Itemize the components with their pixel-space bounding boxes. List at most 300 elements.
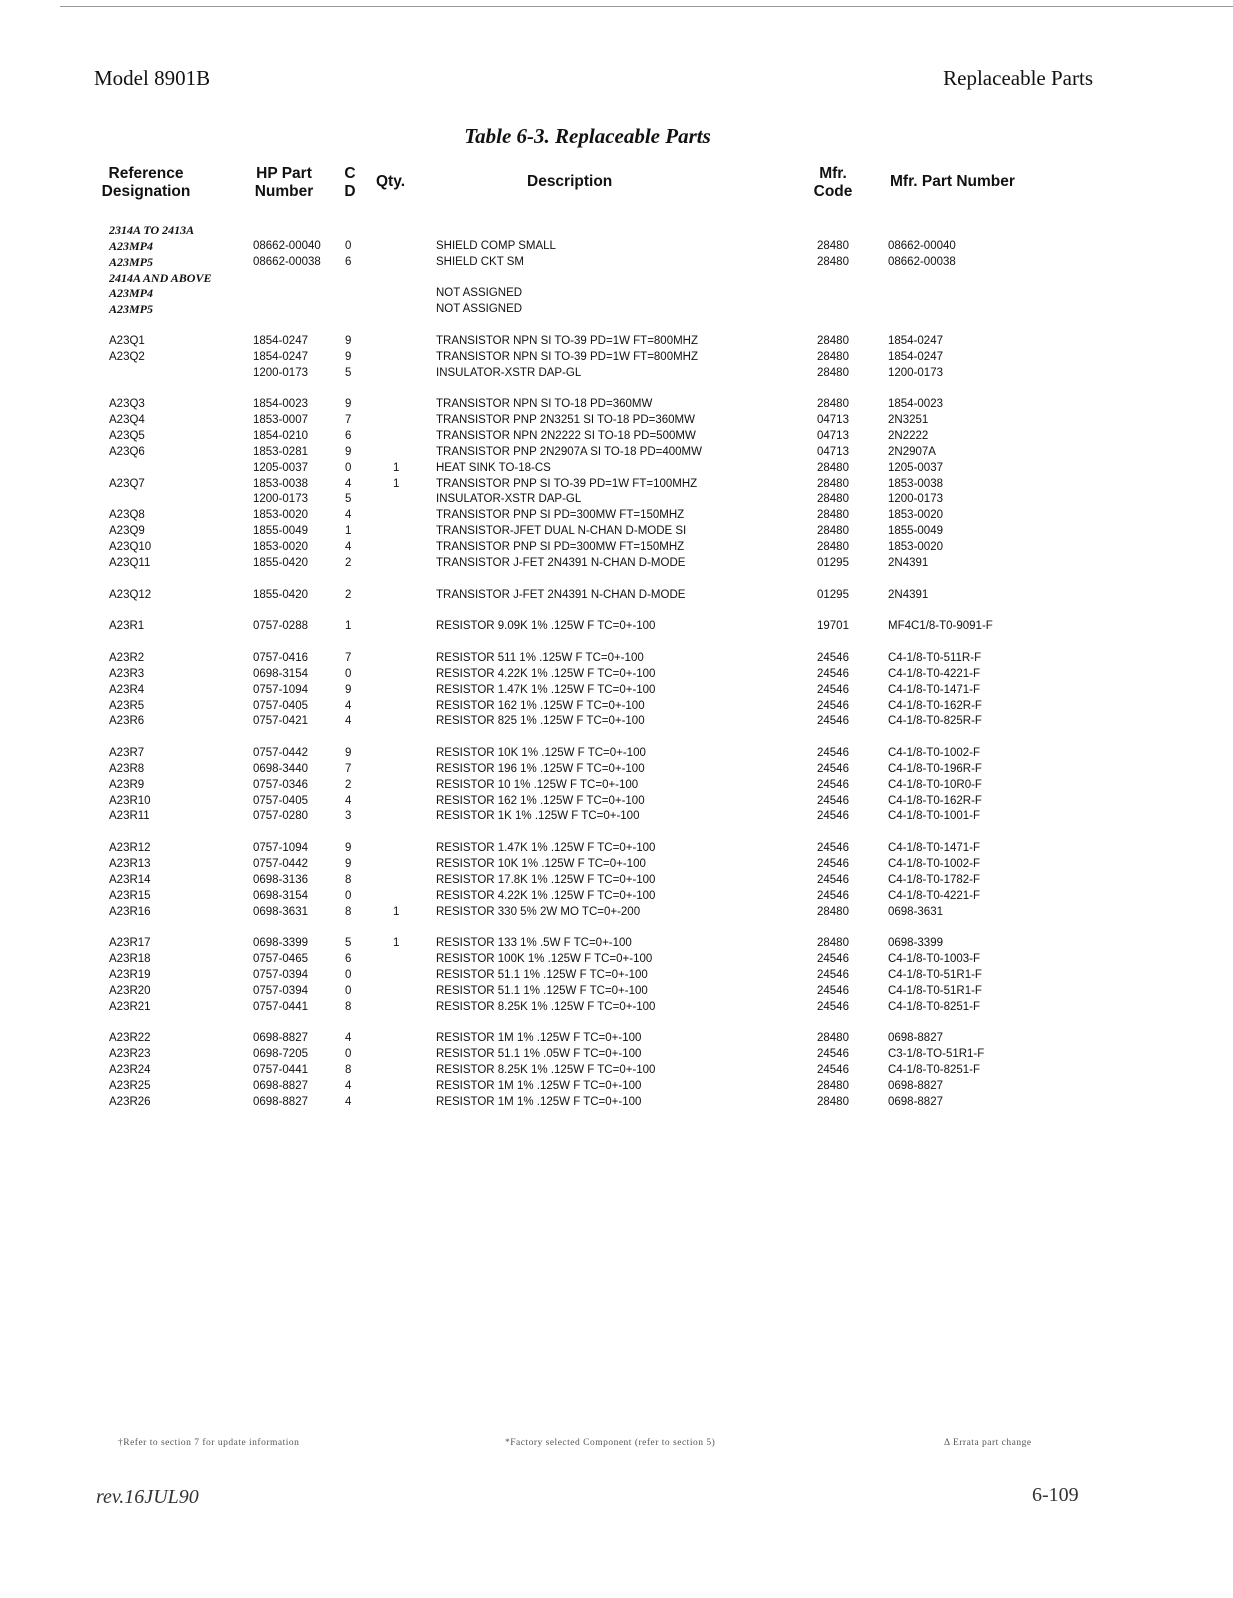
mfr-part-number: 1853-0020 bbox=[888, 509, 943, 522]
description: TRANSISTOR PNP 2N3251 SI TO-18 PD=360MW bbox=[436, 414, 695, 427]
table-row bbox=[0, 396, 1233, 412]
quantity: 1 bbox=[393, 477, 400, 490]
hp-part-number: 1853-0281 bbox=[253, 445, 308, 458]
hp-part-number: 1855-0420 bbox=[253, 556, 308, 569]
quantity: 1 bbox=[393, 461, 400, 474]
table-row bbox=[0, 650, 1233, 666]
column-header-mfr-part-number: Mfr. Part Number bbox=[890, 173, 1015, 190]
mfr-part-number: C4-1/8-T0-4221-F bbox=[888, 667, 981, 680]
ref-designation: A23R19 bbox=[109, 968, 151, 981]
ref-designation: A23MP5 bbox=[109, 254, 154, 269]
check-digit: 2 bbox=[345, 778, 352, 791]
check-digit: 8 bbox=[345, 1064, 352, 1077]
check-digit: 1 bbox=[345, 620, 352, 633]
ref-designation: A23R17 bbox=[109, 937, 151, 950]
mfr-code: 24546 bbox=[817, 889, 849, 902]
description: RESISTOR 330 5% 2W MO TC=0+-200 bbox=[436, 905, 641, 918]
check-digit: 7 bbox=[345, 651, 352, 664]
mfr-part-number: C4-1/8-T0-1003-F bbox=[888, 953, 981, 966]
table-row bbox=[0, 713, 1233, 729]
mfr-part-number: 0698-3399 bbox=[888, 937, 943, 950]
ref-designation: 2314A TO 2413A bbox=[109, 223, 195, 237]
ref-designation: A23R12 bbox=[109, 842, 151, 855]
mfr-code: 24546 bbox=[817, 762, 849, 775]
description: NOT ASSIGNED bbox=[436, 303, 523, 316]
mfr-code: 28480 bbox=[817, 1032, 849, 1045]
description: RESISTOR 1M 1% .125W F TC=0+-100 bbox=[436, 1032, 642, 1045]
mfr-code: 28480 bbox=[817, 477, 849, 490]
table-row bbox=[0, 555, 1233, 571]
mfr-code: 04713 bbox=[817, 445, 849, 458]
mfr-part-number: 1854-0247 bbox=[888, 334, 943, 347]
table-row bbox=[0, 666, 1233, 682]
mfr-part-number: 1854-0023 bbox=[888, 398, 943, 411]
mfr-part-number: C4-1/8-T0-1471-F bbox=[888, 683, 981, 696]
mfr-code: 24546 bbox=[817, 794, 849, 807]
mfr-code: 24546 bbox=[817, 873, 849, 886]
ref-designation: A23R9 bbox=[109, 778, 145, 791]
ref-designation: A23R14 bbox=[109, 873, 151, 886]
ref-designation: A23R20 bbox=[109, 984, 151, 997]
description: RESISTOR 51.1 1% .05W F TC=0+-100 bbox=[436, 1048, 642, 1061]
hp-part-number: 0757-0405 bbox=[253, 794, 308, 807]
check-digit: 6 bbox=[345, 255, 352, 268]
check-digit: 0 bbox=[345, 667, 352, 680]
mfr-part-number: 1200-0173 bbox=[888, 366, 943, 379]
ref-designation: A23Q3 bbox=[109, 398, 145, 411]
check-digit: 8 bbox=[345, 1000, 352, 1013]
table-row bbox=[0, 587, 1233, 603]
hp-part-number: 0757-1094 bbox=[253, 842, 308, 855]
mfr-code: 28480 bbox=[817, 493, 849, 506]
ref-designation: A23R4 bbox=[109, 683, 145, 696]
check-digit: 4 bbox=[345, 1095, 352, 1108]
hp-part-number: 0757-0394 bbox=[253, 968, 308, 981]
check-digit: 9 bbox=[345, 858, 352, 870]
table-row bbox=[0, 904, 1233, 920]
table-row bbox=[0, 254, 1233, 270]
check-digit: 4 bbox=[345, 715, 352, 728]
hp-part-number: 0698-7205 bbox=[253, 1048, 308, 1061]
ref-designation: A23R18 bbox=[109, 953, 151, 966]
ref-designation: A23Q8 bbox=[109, 509, 145, 522]
mfr-code: 28480 bbox=[817, 398, 849, 411]
table-row bbox=[0, 1062, 1233, 1078]
mfr-code: 24546 bbox=[817, 984, 849, 997]
hp-part-number: 1853-0007 bbox=[253, 414, 308, 427]
description: RESISTOR 162 1% .125W F TC=0+-100 bbox=[436, 794, 645, 807]
mfr-part-number: 08662-00040 bbox=[888, 239, 956, 252]
hp-part-number: 1853-0020 bbox=[253, 509, 308, 522]
mfr-code: 28480 bbox=[817, 509, 849, 522]
hp-part-number: 0698-3399 bbox=[253, 937, 308, 950]
mfr-part-number: C4-1/8-T0-1002-F bbox=[888, 747, 981, 760]
ref-designation: A23Q1 bbox=[109, 334, 145, 347]
mfr-part-number: 1205-0037 bbox=[888, 461, 943, 474]
mfr-part-number: 0698-8827 bbox=[888, 1095, 943, 1108]
description: RESISTOR 196 1% .125W F TC=0+-100 bbox=[436, 762, 645, 775]
table-row bbox=[0, 951, 1233, 967]
mfr-code: 24546 bbox=[817, 1048, 849, 1061]
ref-designation: A23Q4 bbox=[109, 414, 145, 427]
check-digit: 9 bbox=[345, 842, 352, 855]
check-digit: 2 bbox=[345, 556, 352, 569]
check-digit: 0 bbox=[345, 461, 352, 474]
mfr-part-number: 1855-0049 bbox=[888, 525, 943, 538]
mfr-part-number: 1853-0038 bbox=[888, 477, 943, 490]
mfr-part-number: C4-1/8-T0-51R1-F bbox=[888, 968, 982, 981]
model-header: Model 8901B bbox=[94, 66, 211, 90]
description: TRANSISTOR PNP SI PD=300MW FT=150MHZ bbox=[436, 541, 685, 553]
check-digit: 0 bbox=[345, 239, 352, 252]
ref-designation: A23MP4 bbox=[109, 238, 154, 253]
hp-part-number: 0698-3154 bbox=[253, 889, 308, 902]
description: RESISTOR 1.47K 1% .125W F TC=0+-100 bbox=[436, 683, 656, 696]
ref-designation: A23R11 bbox=[109, 810, 150, 823]
mfr-part-number: C4-1/8-T0-162R-F bbox=[888, 699, 982, 712]
description: TRANSISTOR PNP SI TO-39 PD=1W FT=100MHZ bbox=[436, 477, 698, 490]
ref-designation: A23Q11 bbox=[109, 556, 151, 569]
check-digit: 0 bbox=[345, 889, 352, 902]
check-digit: 5 bbox=[345, 493, 352, 506]
description: RESISTOR 51.1 1% .125W F TC=0+-100 bbox=[436, 984, 648, 997]
hp-part-number: 1853-0020 bbox=[253, 541, 308, 553]
table-row bbox=[0, 523, 1233, 539]
mfr-part-number: 08662-00038 bbox=[888, 255, 956, 268]
mfr-part-number: C4-1/8-T0-1471-F bbox=[888, 842, 981, 855]
description: RESISTOR 133 1% .5W F TC=0+-100 bbox=[436, 937, 632, 950]
column-header-hp-part: HP Part Number bbox=[254, 165, 314, 200]
hp-part-number: 0698-3154 bbox=[253, 667, 308, 680]
table-title: Table 6-3. Replaceable Parts bbox=[464, 124, 711, 148]
description: TRANSISTOR J-FET 2N4391 N-CHAN D-MODE bbox=[436, 556, 686, 569]
table-row bbox=[0, 444, 1233, 460]
mfr-code: 24546 bbox=[817, 699, 849, 712]
ref-designation: A23MP5 bbox=[109, 302, 154, 317]
ref-designation: A23R1 bbox=[109, 620, 145, 633]
mfr-code: 24546 bbox=[817, 953, 849, 966]
hp-part-number: 1854-0247 bbox=[253, 334, 308, 347]
mfr-code: 24546 bbox=[817, 842, 849, 855]
serial-range-heading bbox=[0, 270, 1233, 286]
hp-part-number: 0698-8827 bbox=[253, 1079, 308, 1092]
check-digit: 5 bbox=[345, 937, 352, 950]
mfr-code: 28480 bbox=[817, 239, 849, 252]
check-digit: 0 bbox=[345, 1048, 352, 1061]
mfr-part-number: 2N3251 bbox=[888, 414, 929, 427]
check-digit: 4 bbox=[345, 509, 352, 522]
check-digit: 9 bbox=[345, 683, 352, 696]
ref-designation: A23R13 bbox=[109, 858, 151, 870]
mfr-code: 28480 bbox=[817, 366, 849, 379]
ref-designation: A23R23 bbox=[109, 1048, 151, 1061]
description: RESISTOR 8.25K 1% .125W F TC=0+-100 bbox=[436, 1064, 656, 1077]
table-row bbox=[0, 301, 1233, 317]
mfr-part-number: C3-1/8-TO-51R1-F bbox=[888, 1048, 985, 1061]
table-row bbox=[0, 1046, 1233, 1062]
mfr-code: 24546 bbox=[817, 667, 849, 680]
description: RESISTOR 4.22K 1% .125W F TC=0+-100 bbox=[436, 889, 656, 902]
mfr-part-number: C4-1/8-T0-511R-F bbox=[888, 651, 982, 664]
hp-part-number: 1855-0420 bbox=[253, 588, 308, 601]
hp-part-number: 1200-0173 bbox=[253, 366, 308, 379]
mfr-code: 24546 bbox=[817, 651, 849, 664]
hp-part-number: 1854-0247 bbox=[253, 350, 308, 363]
ref-designation: 2414A AND ABOVE bbox=[109, 270, 212, 285]
mfr-part-number: 1854-0247 bbox=[888, 350, 943, 363]
table-row bbox=[0, 761, 1233, 777]
hp-part-number: 0757-0441 bbox=[253, 1000, 308, 1013]
description: RESISTOR 17.8K 1% .125W F TC=0+-100 bbox=[436, 873, 656, 886]
hp-part-number: 0757-0421 bbox=[253, 715, 308, 728]
table-row bbox=[0, 698, 1233, 714]
ref-designation: A23R15 bbox=[109, 889, 151, 902]
hp-part-number: 0698-8827 bbox=[253, 1032, 308, 1045]
ref-designation: A23Q6 bbox=[109, 445, 145, 458]
mfr-part-number: C4-1/8-T0-10R0-F bbox=[888, 778, 982, 791]
mfr-part-number: C4-1/8-T0-196R-F bbox=[888, 762, 982, 775]
ref-designation: A23R7 bbox=[109, 747, 145, 760]
table-row bbox=[0, 618, 1233, 634]
description: TRANSISTOR NPN 2N2222 SI TO-18 PD=500MW bbox=[436, 430, 696, 443]
check-digit: 2 bbox=[345, 588, 352, 601]
check-digit: 4 bbox=[345, 699, 352, 712]
check-digit: 4 bbox=[345, 1079, 352, 1092]
table-row bbox=[0, 507, 1233, 523]
ref-designation: A23MP4 bbox=[109, 286, 154, 301]
table-row bbox=[0, 840, 1233, 856]
mfr-code: 19701 bbox=[817, 620, 849, 633]
description: TRANSISTOR J-FET 2N4391 N-CHAN D-MODE bbox=[436, 588, 686, 601]
mfr-code: 24546 bbox=[817, 968, 849, 981]
mfr-part-number: MF4C1/8-T0-9091-F bbox=[888, 620, 993, 633]
hp-part-number: 0757-0394 bbox=[253, 984, 308, 997]
ref-designation: A23R10 bbox=[109, 794, 151, 807]
description: RESISTOR 10K 1% .125W F TC=0+-100 bbox=[436, 858, 646, 870]
quantity: 1 bbox=[393, 937, 400, 950]
ref-designation: A23R3 bbox=[109, 667, 145, 680]
hp-part-number: 0757-0288 bbox=[253, 620, 308, 633]
description: RESISTOR 8.25K 1% .125W F TC=0+-100 bbox=[436, 1000, 656, 1013]
table-row bbox=[0, 682, 1233, 698]
description: RESISTOR 4.22K 1% .125W F TC=0+-100 bbox=[436, 667, 656, 680]
ref-designation: A23Q7 bbox=[109, 477, 145, 490]
mfr-part-number: C4-1/8-T0-4221-F bbox=[888, 889, 981, 902]
mfr-part-number: C4-1/8-T0-162R-F bbox=[888, 794, 982, 807]
column-header-qty: Qty. bbox=[376, 173, 405, 190]
check-digit: 4 bbox=[345, 794, 352, 807]
mfr-code: 28480 bbox=[817, 905, 849, 918]
table-row bbox=[0, 333, 1233, 349]
mfr-part-number: C4-1/8-T0-825R-F bbox=[888, 715, 982, 728]
page-number: 6-109 bbox=[1032, 1484, 1079, 1506]
check-digit: 7 bbox=[345, 762, 352, 775]
check-digit: 0 bbox=[345, 968, 352, 981]
mfr-code: 28480 bbox=[817, 350, 849, 363]
mfr-part-number: 1200-0173 bbox=[888, 493, 943, 506]
ref-designation: A23Q9 bbox=[109, 525, 145, 538]
hp-part-number: 08662-00038 bbox=[253, 255, 321, 268]
hp-part-number: 1853-0038 bbox=[253, 477, 308, 490]
hp-part-number: 0698-3631 bbox=[253, 905, 308, 918]
check-digit: 9 bbox=[345, 747, 352, 760]
ref-designation: A23R21 bbox=[109, 1000, 151, 1013]
check-digit: 4 bbox=[345, 477, 352, 490]
description: TRANSISTOR PNP 2N2907A SI TO-18 PD=400MW bbox=[436, 445, 702, 458]
description: RESISTOR 100K 1% .125W F TC=0+-100 bbox=[436, 953, 653, 966]
column-header-description: Description bbox=[527, 173, 613, 190]
mfr-code: 28480 bbox=[817, 525, 849, 538]
mfr-code: 04713 bbox=[817, 430, 849, 443]
mfr-part-number: C4-1/8-T0-8251-F bbox=[888, 1064, 981, 1077]
footnote-errata: Δ Errata part change bbox=[944, 1438, 1032, 1448]
hp-part-number: 0757-0405 bbox=[253, 699, 308, 712]
column-header-mfr-code: Mfr. Code bbox=[813, 165, 853, 200]
revision-date: rev.16JUL90 bbox=[96, 1486, 199, 1508]
table-row bbox=[0, 983, 1233, 999]
table-row bbox=[0, 856, 1233, 872]
hp-part-number: 0757-0465 bbox=[253, 953, 308, 966]
check-digit: 1 bbox=[345, 525, 352, 538]
hp-part-number: 1855-0049 bbox=[253, 525, 308, 538]
description: RESISTOR 10K 1% .125W F TC=0+-100 bbox=[436, 747, 646, 760]
description: SHIELD CKT SM bbox=[436, 255, 524, 268]
table-row bbox=[0, 808, 1233, 824]
hp-part-number: 1200-0173 bbox=[253, 493, 308, 506]
table-row bbox=[0, 1030, 1233, 1046]
mfr-part-number: 2N4391 bbox=[888, 588, 929, 601]
mfr-code: 24546 bbox=[817, 747, 849, 760]
hp-part-number: 0698-3440 bbox=[253, 762, 308, 775]
check-digit: 6 bbox=[345, 953, 352, 966]
mfr-code: 24546 bbox=[817, 778, 849, 791]
check-digit: 8 bbox=[345, 873, 352, 886]
ref-designation: A23Q10 bbox=[109, 541, 152, 553]
quantity: 1 bbox=[393, 905, 400, 918]
mfr-code: 24546 bbox=[817, 858, 849, 870]
table-row bbox=[0, 412, 1233, 428]
mfr-code: 28480 bbox=[817, 541, 849, 553]
ref-designation: A23R6 bbox=[109, 715, 145, 728]
mfr-code: 24546 bbox=[817, 683, 849, 696]
table-row bbox=[0, 872, 1233, 888]
hp-part-number: 0757-0442 bbox=[253, 747, 308, 760]
table-row bbox=[0, 1094, 1233, 1110]
mfr-code: 28480 bbox=[817, 937, 849, 950]
description: RESISTOR 825 1% .125W F TC=0+-100 bbox=[436, 715, 645, 728]
check-digit: 4 bbox=[345, 541, 352, 553]
check-digit: 5 bbox=[345, 366, 352, 379]
hp-part-number: 0757-0441 bbox=[253, 1064, 308, 1077]
mfr-code: 01295 bbox=[817, 588, 849, 601]
mfr-code: 28480 bbox=[817, 255, 849, 268]
description: RESISTOR 162 1% .125W F TC=0+-100 bbox=[436, 699, 645, 712]
table-row bbox=[0, 999, 1233, 1015]
description: RESISTOR 1K 1% .125W F TC=0+-100 bbox=[436, 810, 640, 823]
table-row bbox=[0, 777, 1233, 793]
table-row bbox=[0, 539, 1233, 555]
mfr-part-number: 2N2222 bbox=[888, 430, 929, 443]
ref-designation: A23R16 bbox=[109, 905, 151, 918]
table-row bbox=[0, 460, 1233, 476]
table-row bbox=[0, 476, 1233, 492]
table-row bbox=[0, 428, 1233, 444]
mfr-code: 28480 bbox=[817, 1095, 849, 1108]
mfr-code: 01295 bbox=[817, 556, 849, 569]
table-row bbox=[0, 491, 1233, 507]
check-digit: 6 bbox=[345, 430, 352, 443]
table-row bbox=[0, 793, 1233, 809]
mfr-code: 24546 bbox=[817, 810, 849, 823]
mfr-code: 28480 bbox=[817, 334, 849, 347]
mfr-part-number: C4-1/8-T0-8251-F bbox=[888, 1000, 981, 1013]
ref-designation: A23R25 bbox=[109, 1079, 151, 1092]
column-header-reference: Reference Designation bbox=[101, 165, 191, 200]
description: HEAT SINK TO-18-CS bbox=[436, 461, 551, 474]
check-digit: 9 bbox=[345, 350, 352, 363]
hp-part-number: 1854-0210 bbox=[253, 430, 308, 443]
ref-designation: A23R8 bbox=[109, 762, 145, 775]
description: INSULATOR-XSTR DAP-GL bbox=[436, 366, 582, 379]
check-digit: 9 bbox=[345, 398, 352, 411]
footnote-factory-selected: *Factory selected Component (refer to section 5) bbox=[505, 1438, 716, 1448]
ref-designation: A23R22 bbox=[109, 1032, 151, 1045]
mfr-part-number: 2N2907A bbox=[888, 445, 936, 458]
ref-designation: A23R2 bbox=[109, 651, 145, 664]
description: TRANSISTOR NPN SI TO-18 PD=360MW bbox=[436, 398, 653, 411]
hp-part-number: 0698-8827 bbox=[253, 1095, 308, 1108]
table-row bbox=[0, 745, 1233, 761]
description: INSULATOR-XSTR DAP-GL bbox=[436, 493, 582, 506]
mfr-code: 04713 bbox=[817, 414, 849, 427]
check-digit: 4 bbox=[345, 1032, 352, 1045]
section-header: Replaceable Parts bbox=[943, 66, 1093, 90]
hp-part-number: 08662-00040 bbox=[253, 239, 321, 252]
description: RESISTOR 9.09K 1% .125W F TC=0+-100 bbox=[436, 620, 656, 633]
mfr-part-number: 1853-0020 bbox=[888, 541, 943, 553]
check-digit: 7 bbox=[345, 414, 352, 427]
table-row bbox=[0, 967, 1233, 983]
description: RESISTOR 1M 1% .125W F TC=0+-100 bbox=[436, 1095, 642, 1108]
hp-part-number: 0757-0346 bbox=[253, 778, 308, 791]
description: RESISTOR 10 1% .125W F TC=0+-100 bbox=[436, 778, 639, 791]
check-digit: 0 bbox=[345, 984, 352, 997]
table-row bbox=[0, 1078, 1233, 1094]
table-row bbox=[0, 238, 1233, 254]
description: TRANSISTOR PNP SI PD=300MW FT=150MHZ bbox=[436, 509, 685, 522]
column-header-cd: C D bbox=[344, 165, 356, 200]
mfr-part-number: C4-1/8-T0-1002-F bbox=[888, 858, 981, 870]
table-row bbox=[0, 285, 1233, 301]
serial-range-heading bbox=[0, 222, 1233, 238]
description: TRANSISTOR NPN SI TO-39 PD=1W FT=800MHZ bbox=[436, 334, 699, 347]
check-digit: 3 bbox=[345, 810, 352, 823]
mfr-part-number: 2N4391 bbox=[888, 556, 929, 569]
hp-part-number: 0757-0442 bbox=[253, 858, 308, 870]
footnote-update-info: †Refer to section 7 for update information bbox=[118, 1438, 300, 1448]
mfr-part-number: C4-1/8-T0-1782-F bbox=[888, 873, 981, 886]
check-digit: 9 bbox=[345, 445, 352, 458]
mfr-part-number: 0698-8827 bbox=[888, 1032, 943, 1045]
ref-designation: A23Q2 bbox=[109, 350, 145, 363]
hp-part-number: 0757-0280 bbox=[253, 810, 308, 823]
hp-part-number: 0698-3136 bbox=[253, 873, 308, 886]
mfr-code: 24546 bbox=[817, 1000, 849, 1013]
ref-designation: A23Q12 bbox=[109, 588, 152, 601]
hp-part-number: 1205-0037 bbox=[253, 461, 308, 474]
mfr-code: 28480 bbox=[817, 1079, 849, 1092]
mfr-code: 28480 bbox=[817, 461, 849, 474]
